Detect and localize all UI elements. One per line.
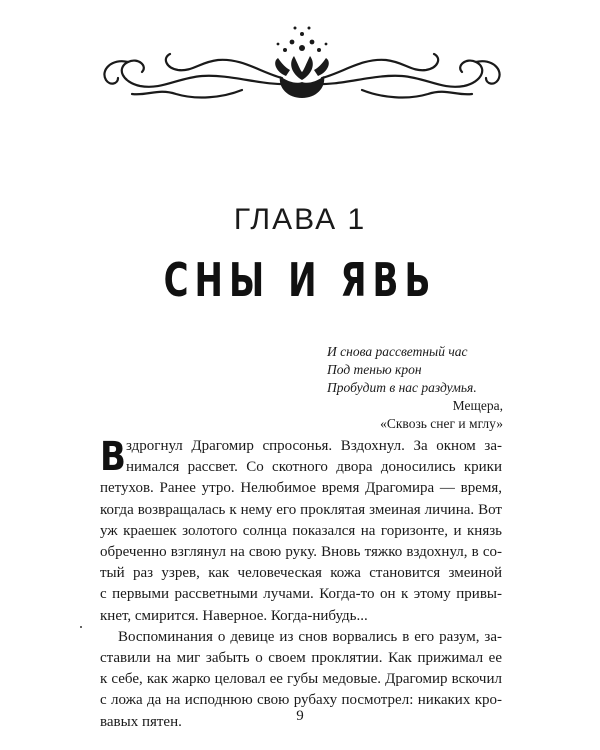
paragraph-1: [100, 436, 502, 627]
page-number: 9: [296, 708, 304, 724]
chapter-label: ГЛАВА 1: [233, 203, 367, 236]
text-line: с ложа да на исподнюю свою рубаху посмотрел: никаких кро-: [100, 692, 502, 709]
text-line: здрогнул Драгомир спросонья. Вздохнул. За окном за-: [126, 438, 502, 454]
text-line: тый раз узрев, как человеческая кожа становится змеиной: [100, 565, 502, 582]
epigraph-work: «Сквозь снег и мглу»: [380, 416, 503, 431]
epigraph-line: Пробудит в нас раздумья.: [327, 380, 477, 395]
epigraph-line: Под тенью крон: [327, 362, 422, 377]
drop-cap: В: [100, 434, 126, 480]
text-line: ставили на миг забыть о своем проклятии. Как прижимал ее: [100, 650, 502, 667]
margin-mark: [80, 626, 82, 628]
epigraph-author: Мещера,: [452, 398, 503, 413]
text-line: к себе, как жарко целовал ее губы медовые. Драгомир вскочил: [100, 671, 502, 688]
text-line: с первыми рассветными лучами. Когда-то он к этому привы-: [100, 586, 502, 603]
text-line: обреченно взглянул на свою руку. Вновь тяжко вздохнул, в со-: [100, 544, 502, 561]
text-line: нимался рассвет. Со скотного двора доносились крики: [126, 459, 502, 476]
chapter-ornament: [92, 14, 512, 110]
epigraph-line: И снова рассветный час: [327, 344, 468, 359]
epigraph: [327, 343, 503, 433]
chapter-title: СНЫ И ЯВЬ: [163, 254, 437, 308]
text-line: вавых пятен.: [100, 713, 182, 730]
text-line: уж краешек золотого солнца показался на горизонте, и князь: [100, 522, 502, 539]
body-text: [100, 436, 502, 733]
text-line: петухов. Ранее утро. Нелюбимое время Драгомира — время,: [100, 480, 502, 497]
text-line: кнет, смирится. Наверное. Когда-нибудь...: [100, 607, 368, 624]
text-line: когда возвращалась к нему его проклятая змеиная личина. Вот: [100, 501, 502, 518]
text-line: Воспоминания о девице из снов ворвались в его разум, за-: [118, 628, 502, 645]
